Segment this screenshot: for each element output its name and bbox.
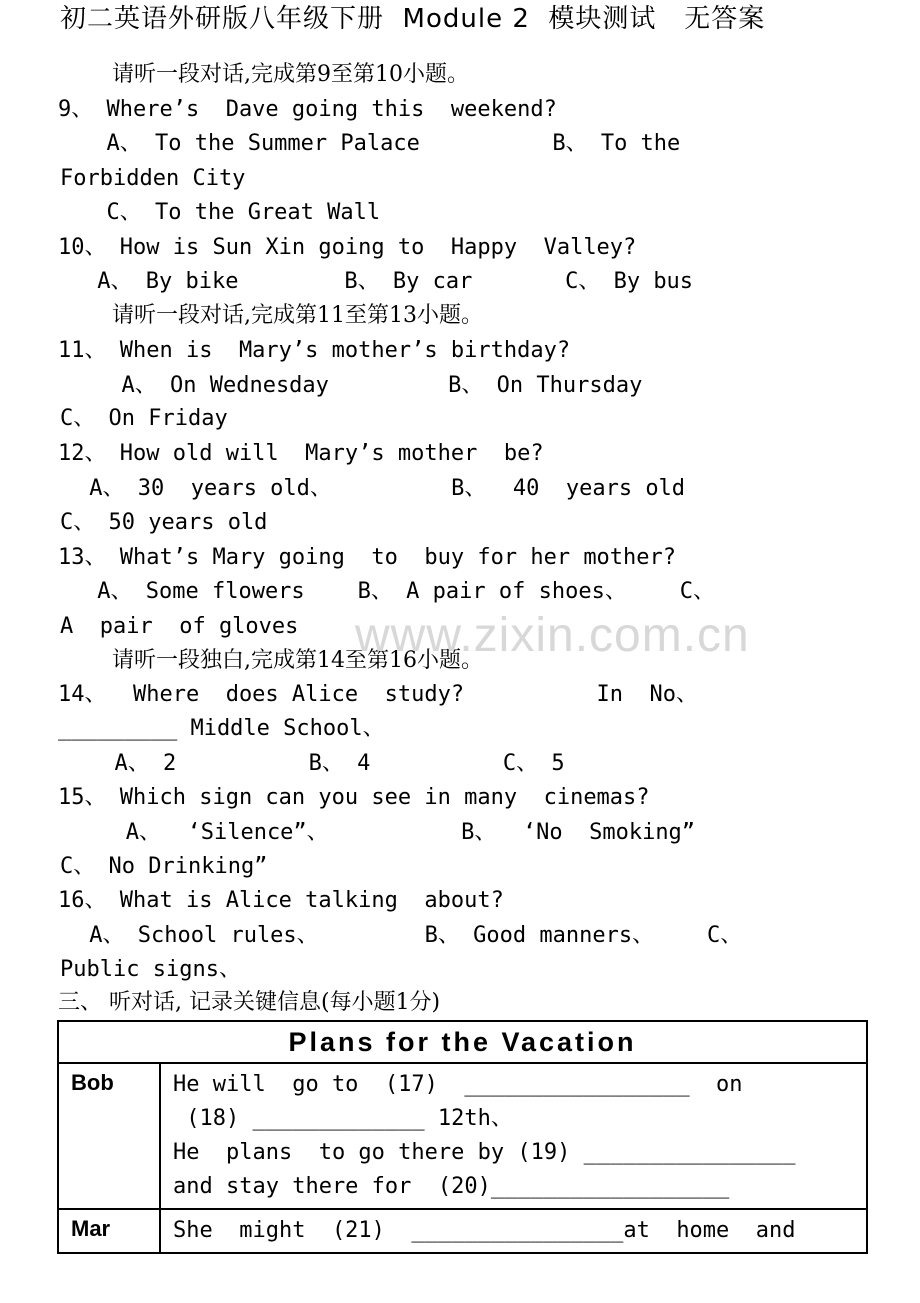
question-16: 16、 What is Alice talking about?: [58, 888, 504, 913]
section-3-heading: 三、 听对话, 记录关键信息(每小题1分): [58, 990, 441, 1015]
plan-line: He will go to (17) _________________ on: [173, 1072, 743, 1097]
question-16-options: A、 School rules、 B、 Good manners、 C、: [76, 923, 743, 948]
question-12-options: A、 30 years old、 B、 40 years old: [76, 476, 686, 501]
question-14: 14、 Where does Alice study? In No、: [58, 682, 699, 707]
section-instruction: 请听一段独白,完成第14至第16小题。: [112, 648, 483, 673]
person-name: Bob: [58, 1063, 160, 1209]
question-14-options: A、 2 B、 4 C、 5: [88, 751, 565, 776]
question-10-options: A、 By bike B、 By car C、 By bus: [84, 269, 694, 294]
question-13-options: A、 Some flowers B、 A pair of shoes、 C、: [84, 579, 716, 604]
question-9-options-cont: Forbidden City: [60, 166, 246, 191]
question-13-option-c: A pair of gloves: [60, 614, 299, 639]
question-15: 15、 Which sign can you see in many cinemas?: [58, 785, 650, 810]
question-12: 12、 How old will Mary’s mother be?: [58, 441, 544, 466]
question-15-option-c: C、 No Drinking”: [60, 854, 268, 879]
question-14-cont: _________ Middle School、: [58, 716, 385, 741]
table-title: Plans for the Vacation: [58, 1021, 867, 1063]
section-instruction: 请听一段对话,完成第9至第10小题。: [112, 62, 469, 87]
table-row: [58, 1063, 867, 1209]
person-name: Mar: [58, 1209, 160, 1253]
plan-line: She might (21) ________________at home and: [173, 1218, 796, 1243]
plan-line: (18) _____________ 12th、: [173, 1106, 513, 1131]
table-row: [58, 1209, 867, 1253]
question-9: 9、 Where’s Dave going this weekend?: [58, 97, 557, 122]
watermark: www.zixin.com.cn: [355, 609, 750, 662]
section-instruction: 请听一段对话,完成第11至第13小题。: [112, 303, 483, 328]
question-15-options: A、 ‘Silence”、 B、 ‘No Smoking”: [86, 820, 696, 845]
question-13: 13、 What’s Mary going to buy for her mother?: [58, 545, 677, 570]
question-11: 11、 When is Mary’s mother’s birthday?: [58, 338, 571, 363]
vacation-plans-table: [57, 1020, 868, 1254]
page-title: 初二英语外研版八年级下册 Module 2 模块测试 无答案: [60, 4, 766, 34]
question-9-options: A、 To the Summer Palace B、 To the: [80, 131, 681, 156]
question-10: 10、 How is Sun Xin going to Happy Valley?: [58, 235, 637, 260]
question-11-options: A、 On Wednesday B、 On Thursday: [95, 373, 643, 398]
question-16-option-c: Public signs、: [60, 957, 241, 982]
question-9-option-c: C、 To the Great Wall: [80, 200, 381, 225]
plan-line: He plans to go there by (19) ________________: [173, 1140, 796, 1165]
plan-line: and stay there for (20)__________________: [173, 1174, 730, 1199]
plan-cell: [160, 1063, 867, 1209]
plan-cell: [160, 1209, 867, 1253]
question-11-option-c: C、 On Friday: [60, 406, 228, 431]
question-12-option-c: C、 50 years old: [60, 510, 268, 535]
